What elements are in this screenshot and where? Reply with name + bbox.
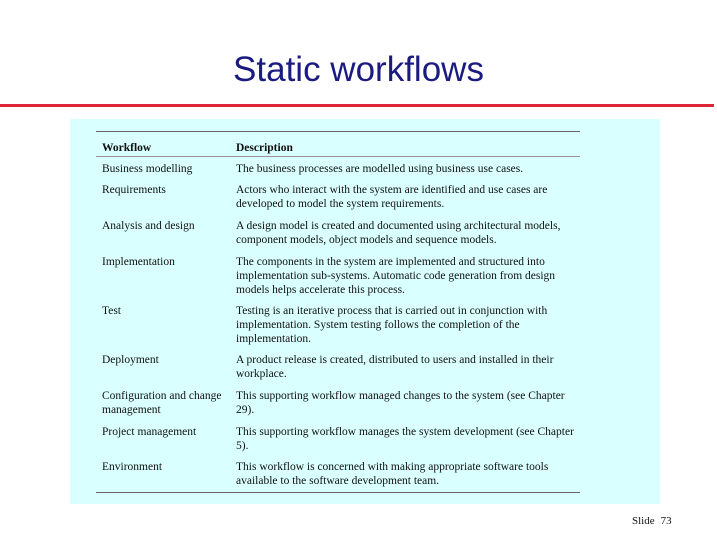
- title-divider: [0, 104, 714, 107]
- row-workflow: Analysis and design: [102, 220, 195, 232]
- row-workflow: Requirements: [102, 184, 166, 196]
- row-workflow: Implementation: [102, 256, 175, 268]
- table-header-rule: [96, 156, 580, 157]
- row-description: This supporting workflow managed changes to the system (see Chapter 29).: [236, 390, 565, 416]
- row-workflow: Deployment: [102, 354, 159, 366]
- slide-number-value: 73: [660, 515, 672, 527]
- row-description: The components in the system are implemented and structured into implementation sub-systems. Automatic code generation from design models helps accelerate this process.: [236, 256, 556, 296]
- row-description: A design model is created and documented using architectural models, component models, object models and sequence models.: [236, 220, 561, 246]
- row-workflow: Test: [102, 305, 121, 317]
- header-workflow: Workflow: [102, 142, 152, 154]
- row-workflow: Business modelling: [102, 163, 193, 175]
- row-description: The business processes are modelled using business use cases.: [236, 163, 524, 175]
- row-workflow: Project management: [102, 426, 197, 438]
- row-description: A product release is created, distributed to users and installed in their workplace.: [236, 354, 554, 380]
- row-description: Testing is an iterative process that is carried out in conjunction with implementation. System testing follows the completion of the implementation.: [236, 305, 548, 345]
- workflow-table: [70, 119, 660, 504]
- slide-title: Static workflows: [233, 50, 484, 89]
- table-top-rule: [96, 131, 580, 132]
- row-workflow: Configuration and change management: [102, 390, 222, 416]
- header-description: Description: [236, 142, 293, 154]
- table-bottom-rule: [96, 492, 580, 493]
- row-description: This supporting workflow manages the system development (see Chapter 5).: [236, 426, 574, 452]
- row-description: Actors who interact with the system are identified and use cases are developed to model the system requirements.: [236, 184, 548, 210]
- slide-number: [632, 515, 672, 527]
- slide-number-label: Slide: [632, 515, 655, 527]
- row-description: This workflow is concerned with making appropriate software tools available to the software development team.: [236, 461, 549, 487]
- row-workflow: Environment: [102, 461, 163, 473]
